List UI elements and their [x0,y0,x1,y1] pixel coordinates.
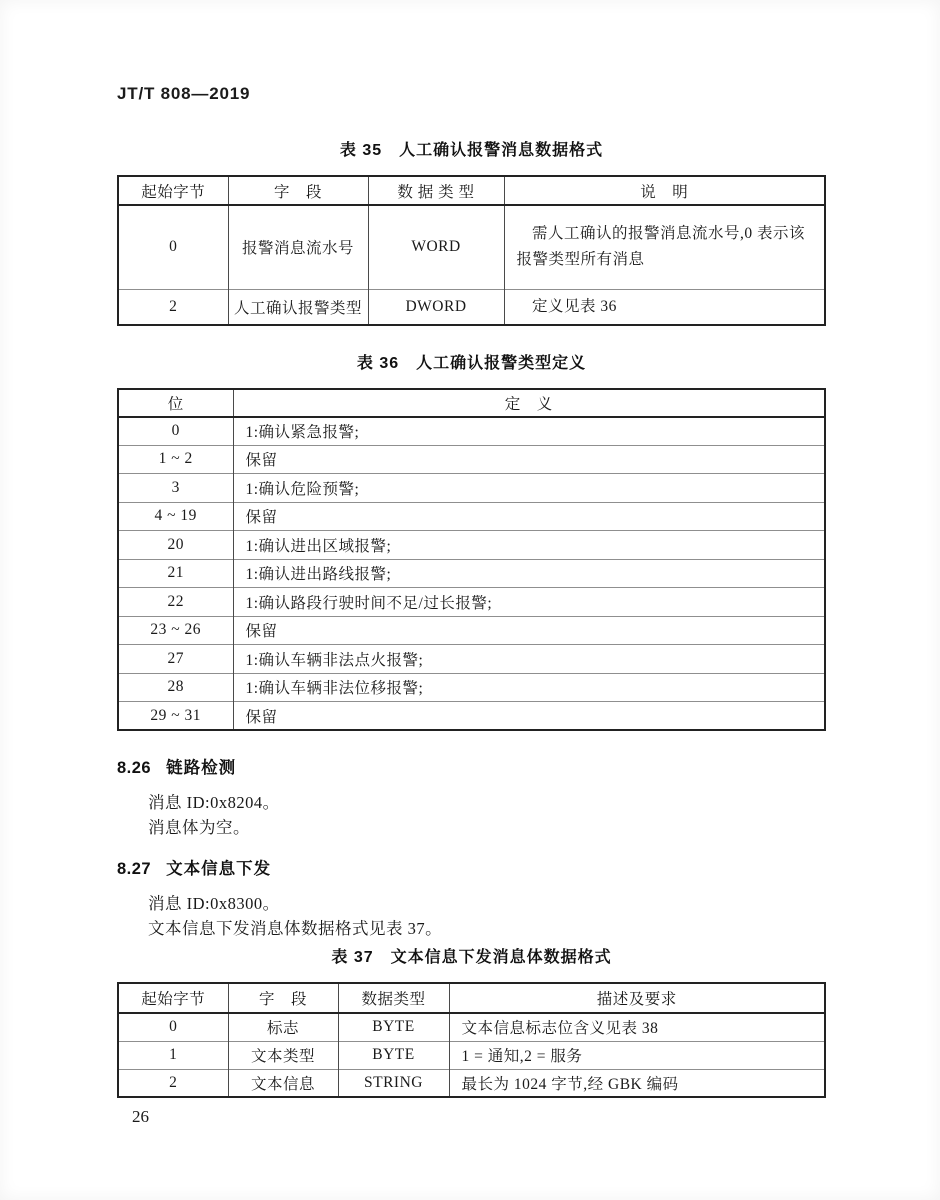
cell-bit: 21 [118,559,233,588]
table36-row [118,445,825,474]
cell-start-byte: 0 [169,238,178,256]
table36-row [118,616,825,645]
cell-data-type: BYTE [338,1013,449,1041]
cell-bit: 4 ~ 19 [118,502,233,531]
table37-row [118,1069,825,1097]
col-header-definition: 定 义 [233,389,825,417]
col-header-field: 字 段 [228,176,368,205]
table37 [117,982,826,1098]
table35-row [118,289,825,325]
table37-header-row [118,983,825,1013]
col-header-data-type: 数据类型 [338,983,449,1013]
cell-description: 最长为 1024 字节,经 GBK 编码 [449,1069,825,1097]
cell-definition: 1:确认危险预警; [233,474,825,503]
section-number: 8.27 [117,860,152,878]
col-header-field: 字 段 [228,983,338,1013]
col-header-data-type: 数 据 类 型 [368,176,504,205]
col-header-start-byte: 起始字节 [118,176,228,205]
table36-row [118,588,825,617]
cell-description: 需人工确认的报警消息流水号,0 表示该报警类型所有消息 [504,205,825,289]
cell-definition: 保留 [233,445,825,474]
table36-row [118,673,825,702]
table36 [117,388,826,732]
table35-row [118,205,825,289]
col-header-bit: 位 [118,389,233,417]
cell-bit: 1 ~ 2 [118,445,233,474]
section-title: 链路检测 [166,759,237,777]
body-paragraph: 消息 ID:0x8300。 [148,894,280,913]
cell-definition: 1:确认进出路线报警; [233,559,825,588]
cell-data-type: STRING [338,1069,449,1097]
cell-field: 报警消息流水号 [228,205,368,289]
body-paragraph: 消息体为空。 [148,818,250,837]
body-paragraph: 消息 ID:0x8204。 [148,793,280,812]
section-title: 文本信息下发 [166,860,272,878]
table36-row [118,559,825,588]
cell-definition: 保留 [233,616,825,645]
cell-bit: 29 ~ 31 [118,702,233,731]
standard-code-header: JT/T 808—2019 [117,84,251,103]
table37-row [118,1041,825,1069]
cell-start-byte: 2 [118,1069,228,1097]
table35 [117,175,826,326]
table37-title: 表 37 文本信息下发消息体数据格式 [331,949,612,966]
cell-start-byte: 2 [118,289,228,325]
table37-row [118,1013,825,1041]
table35-header-row [118,176,825,205]
table36-row [118,417,825,446]
table36-row [118,531,825,560]
page-content [117,0,826,1127]
cell-bit: 20 [118,531,233,560]
section-8.26-heading [117,754,826,778]
cell-field: 文本类型 [228,1041,338,1069]
cell-description: 文本信息标志位含义见表 38 [449,1013,825,1041]
cell-bit: 3 [118,474,233,503]
col-header-description: 说 明 [504,176,825,205]
body-paragraph: 文本信息下发消息体数据格式见表 37。 [148,919,443,938]
page-number: 26 [132,1107,149,1126]
cell-start-byte: 0 [169,1018,178,1036]
cell-bit: 22 [118,588,233,617]
section-number: 8.26 [117,759,152,777]
cell-definition: 保留 [233,502,825,531]
cell-definition: 1:确认进出区域报警; [233,531,825,560]
table35-title: 表 35 人工确认报警消息数据格式 [339,142,604,159]
cell-definition: 1:确认紧急报警; [233,417,825,446]
table36-header-row [118,389,825,417]
table36-row [118,702,825,731]
col-header-start-byte: 起始字节 [118,983,228,1013]
cell-definition: 1:确认车辆非法位移报警; [233,673,825,702]
table36-title: 表 36 人工确认报警类型定义 [356,354,587,372]
cell-field: 标志 [228,1013,338,1041]
cell-field: 人工确认报警类型 [228,289,368,325]
cell-data-type: WORD [368,205,504,289]
cell-bit: 23 ~ 26 [118,616,233,645]
cell-data-type: DWORD [368,289,504,325]
cell-description: 1 = 通知,2 = 服务 [449,1041,825,1069]
table36-row [118,474,825,503]
cell-bit: 0 [171,422,180,439]
cell-definition: 保留 [233,702,825,731]
cell-definition: 1:确认路段行驶时间不足/过长报警; [233,588,825,617]
cell-field: 文本信息 [228,1069,338,1097]
cell-description: 定义见表 36 [504,289,825,325]
section-8.27-heading [117,855,826,879]
table36-row [118,502,825,531]
cell-definition: 1:确认车辆非法点火报警; [233,645,825,674]
col-header-description: 描述及要求 [449,983,825,1013]
cell-start-byte: 1 [118,1041,228,1069]
cell-bit: 28 [118,673,233,702]
table36-row [118,645,825,674]
cell-bit: 27 [118,645,233,674]
cell-data-type: BYTE [338,1041,449,1069]
